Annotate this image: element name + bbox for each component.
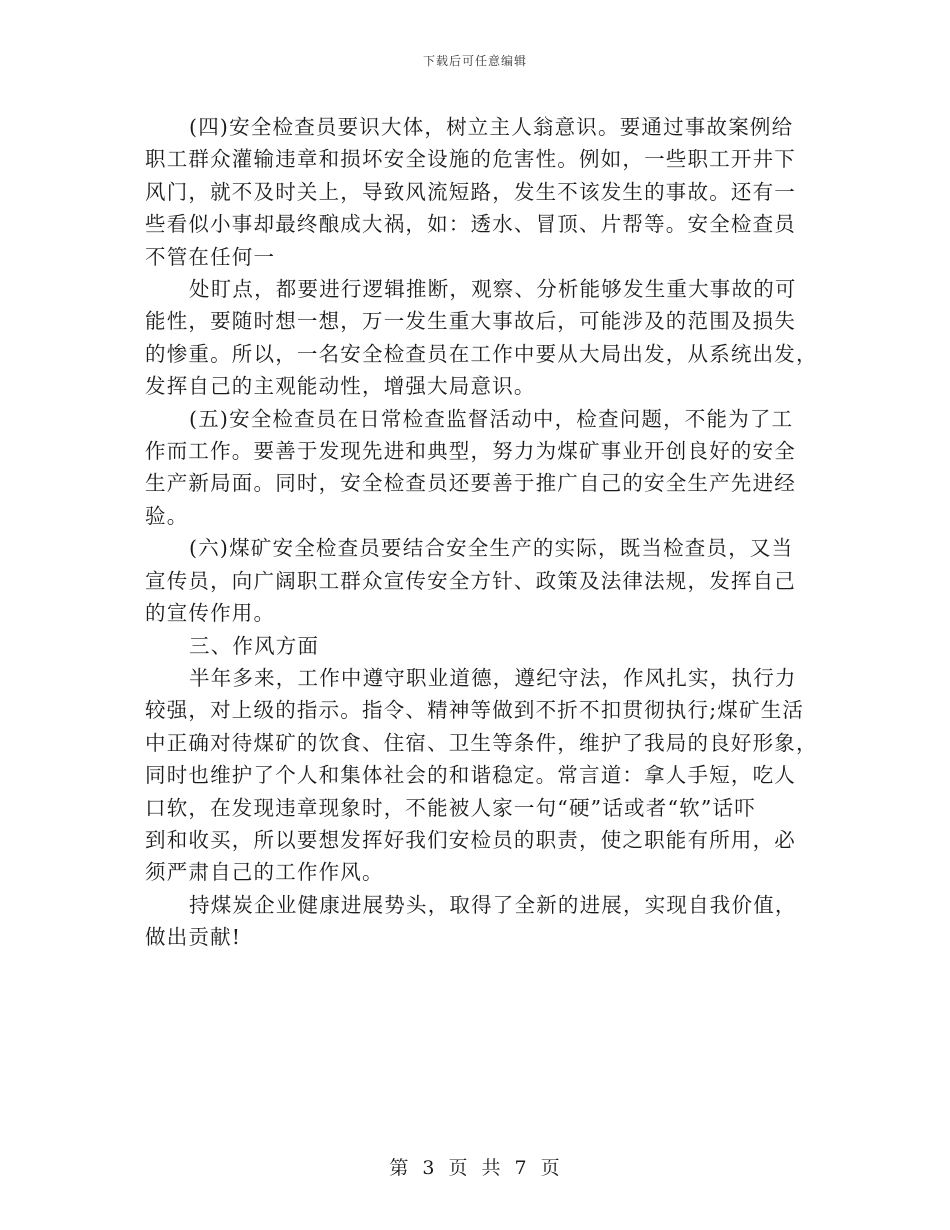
header-note: 下载后可任意编辑 [422, 54, 527, 68]
text-line: 口软，在发现违章现象时，不能被人家一句“硬”话或者“软”话吓 [145, 795, 756, 820]
text-line: 半年多来，工作中遵守职业道德，遵纪守法，作风扎实，执行力 [189, 665, 797, 690]
text-line: 须严肃自己的工作作风。 [145, 860, 384, 885]
document-body [145, 111, 818, 954]
text-line: 同时也维护了个人和集体社会的和谐稳定。常言道：拿人手短，吃人 [145, 763, 796, 788]
section-heading-work-style [145, 630, 805, 662]
text-line: 些看似小事却最终酿成大祸，如：透水、冒顶、片帮等。安全检查员 [145, 212, 796, 237]
page-number: 第 3 页 共 7 页 [389, 1157, 561, 1179]
text-line: 验。 [145, 503, 189, 528]
text-line: 能性，要随时想一想，万一发生重大事故后，可能涉及的范围及损失 [145, 309, 796, 334]
text-line: 生产新局面。同时，安全检查员还要善于推广自己的安全生产先进经 [145, 471, 796, 496]
text-line: 到和收买，所以要想发挥好我们安检员的职责，使之职能有所用，必 [145, 827, 796, 852]
paragraph-closing [145, 889, 805, 954]
text-line: 做出贡献! [145, 925, 242, 950]
text-line: (五)安全检查员在日常检查监督活动中，检查问题，不能为了工 [189, 406, 794, 431]
text-line: 风门，就不及时关上，导致风流短路，发生不该发生的事故。还有一 [145, 179, 796, 204]
paragraph-safety-awareness [145, 111, 805, 273]
paragraph-inspection-points [145, 273, 818, 403]
text-line: 宣传员，向广阔职工群众宣传安全方针、政策及法律法规，发挥自己 [145, 568, 796, 593]
text-line: 的惨重。所以，一名安全检查员在工作中要从大局出发，从系统出发， [145, 341, 818, 366]
paragraph-work-style [145, 662, 818, 889]
paragraph-publicity [145, 532, 805, 629]
text-line: 处盯点，都要进行逻辑推断，观察、分析能够发生重大事故的可 [189, 277, 797, 302]
text-line: 作而工作。要善于发现先进和典型，努力为煤矿事业开创良好的安全 [145, 439, 796, 464]
text-line: (四)安全检查员要识大体，树立主人翁意识。要通过事故案例给 [189, 115, 794, 139]
text-line: 发挥自己的主观能动性，增强大局意识。 [145, 374, 536, 399]
text-line: 不管在任何一 [145, 244, 276, 269]
text-line: 职工群众灌输违章和损坏安全设施的危害性。例如，一些职工开井下 [145, 147, 796, 172]
text-line: 持煤炭企业健康进展势头，取得了全新的进展，实现自我价值， [189, 892, 797, 917]
text-line: (六)煤矿安全检查员要结合安全生产的实际，既当检查员，又当 [189, 536, 794, 561]
text-line: 三、作风方面 [189, 633, 320, 658]
paragraph-daily-inspection [145, 403, 805, 533]
text-line: 中正确对待煤矿的饮食、住宿、卫生等条件，维护了我局的良好形象， [145, 730, 818, 755]
text-line: 较强，对上级的指示。指令、精神等做到不折不扣贯彻执行;煤矿生活 [145, 698, 805, 723]
text-line: 的宣传作用。 [145, 601, 276, 626]
